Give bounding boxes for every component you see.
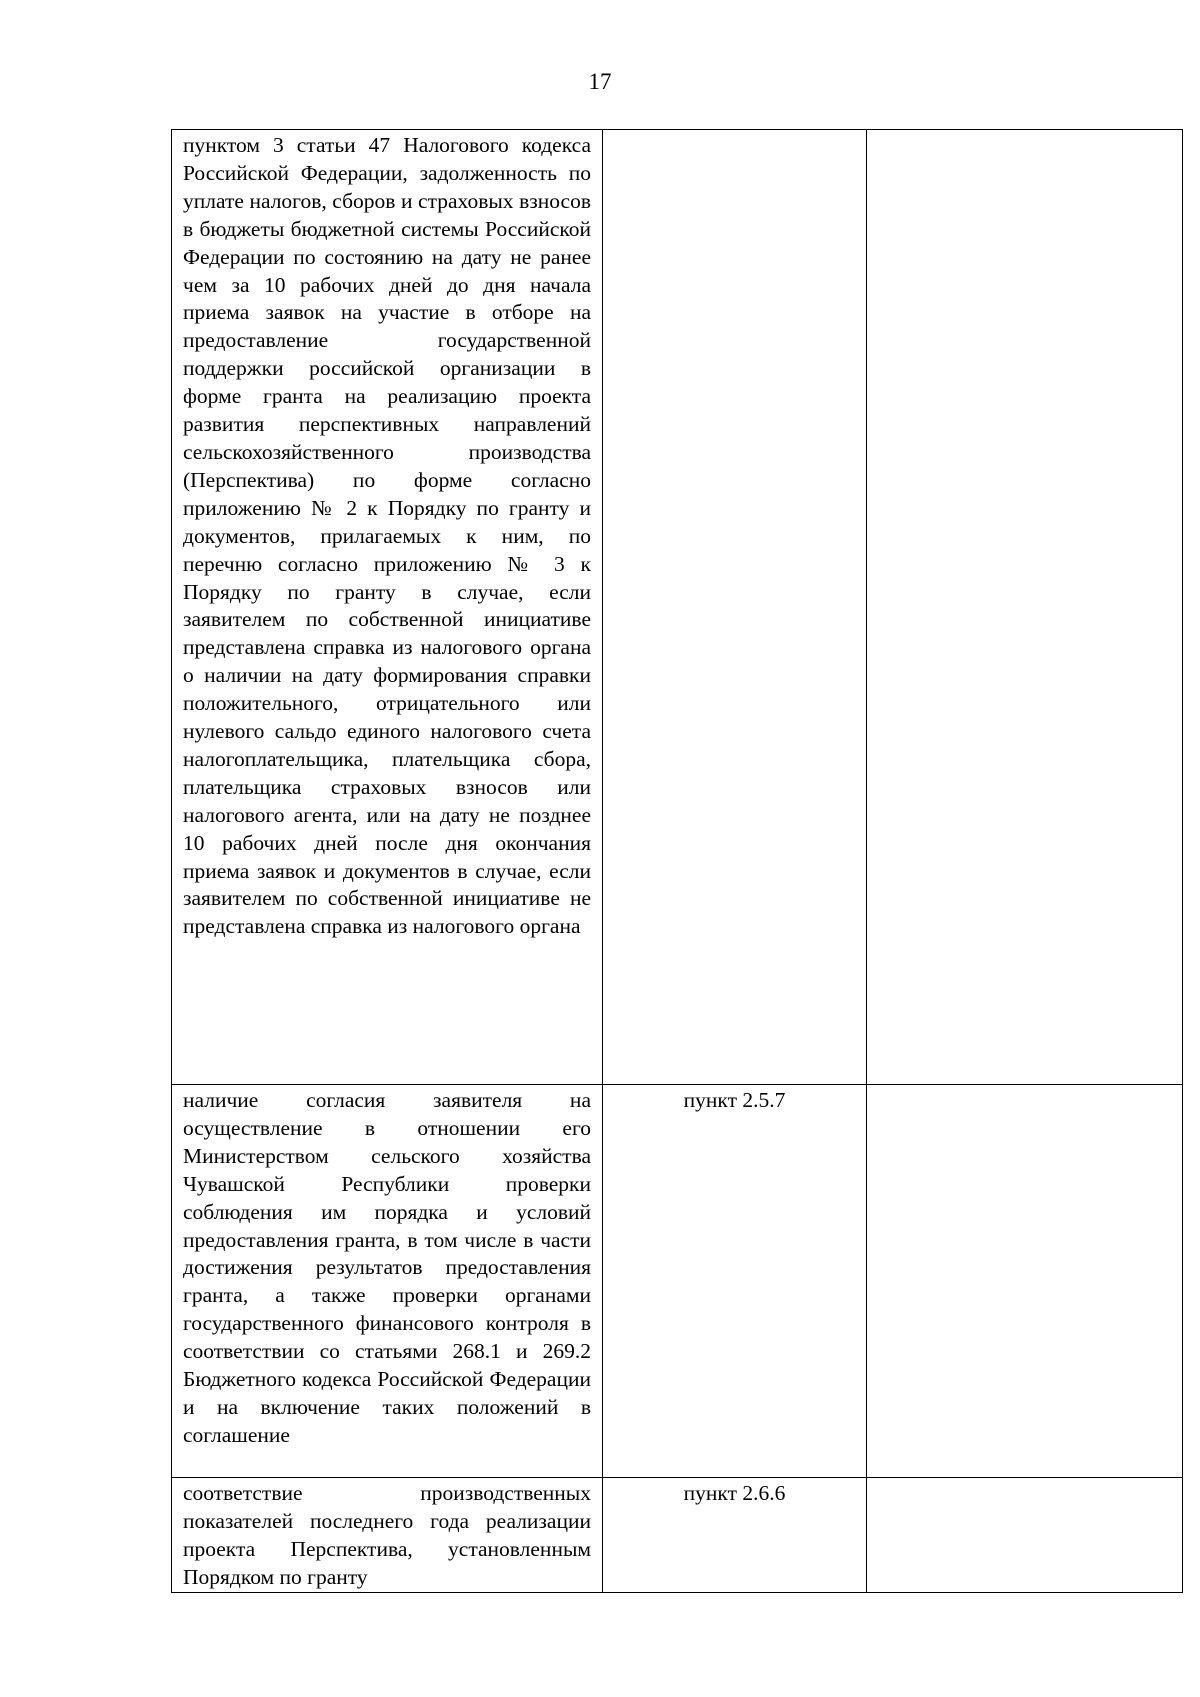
requirement-text-cell (172, 130, 603, 1085)
table-row (172, 1478, 1183, 1593)
reference-cell: пункт 2.6.6 (603, 1478, 867, 1593)
note-cell (867, 130, 1183, 1085)
table-row (172, 130, 1183, 1085)
reference-cell (603, 130, 867, 1085)
requirement-text-cell (172, 1085, 603, 1478)
note-cell (867, 1478, 1183, 1593)
reference-cell: пункт 2.5.7 (603, 1085, 867, 1478)
requirement-text-cell (172, 1478, 603, 1593)
table-row (172, 1085, 1183, 1478)
page-number: 17 (588, 69, 612, 94)
requirement-text: соответствие производственных показателей последнего года реализации проекта Перспектива, установленным Порядком по гранту (183, 1481, 591, 1589)
requirement-text: пунктом 3 статьи 47 Налогового кодекса Российской Федерации, задолженность по уплате налогов, сборов и страховых взносов в бюджеты бюджетной системы Российской Федерации по состоянию на дату не ранее чем за 10 рабочих дней до дня начала приема заявок на участие в отборе на предоставление государственной поддержки российской организации в форме гранта на реализацию проекта развития перспективных направлений сельскохозяйственного производства (Перспектива) по форме согласно приложению № 2 к Порядку по гранту и документов, прилагаемых к ним, по перечню согласно приложению № 3 к Порядку по гранту в случае, если заявителем по собственной инициативе представлена справка из налогового органа о наличии на дату формирования справки положительного, отрицательного или нулевого сальдо единого налогового счета налогоплательщика, плательщика сбора, плательщика страховых взносов или налогового агента, или на дату не позднее 10 рабочих дней после дня окончания приема заявок и документов в случае, если заявителем по собственной инициативе не представлена справка из налогового органа (183, 133, 591, 939)
note-cell (867, 1085, 1183, 1478)
requirements-table (171, 129, 1183, 1593)
requirement-text: наличие согласия заявителя на осуществление в отношении его Министерством сельского хозяйства Чувашской Республики проверки соблюдения им порядка и условий предоставления гранта, в том числе в части достижения результатов предоставления гранта, а также проверки органами государственного финансового контроля в соответствии со статьями 268.1 и 269.2 Бюджетного кодекса Российской Федерации и на включение таких положений в соглашение (183, 1088, 591, 1447)
